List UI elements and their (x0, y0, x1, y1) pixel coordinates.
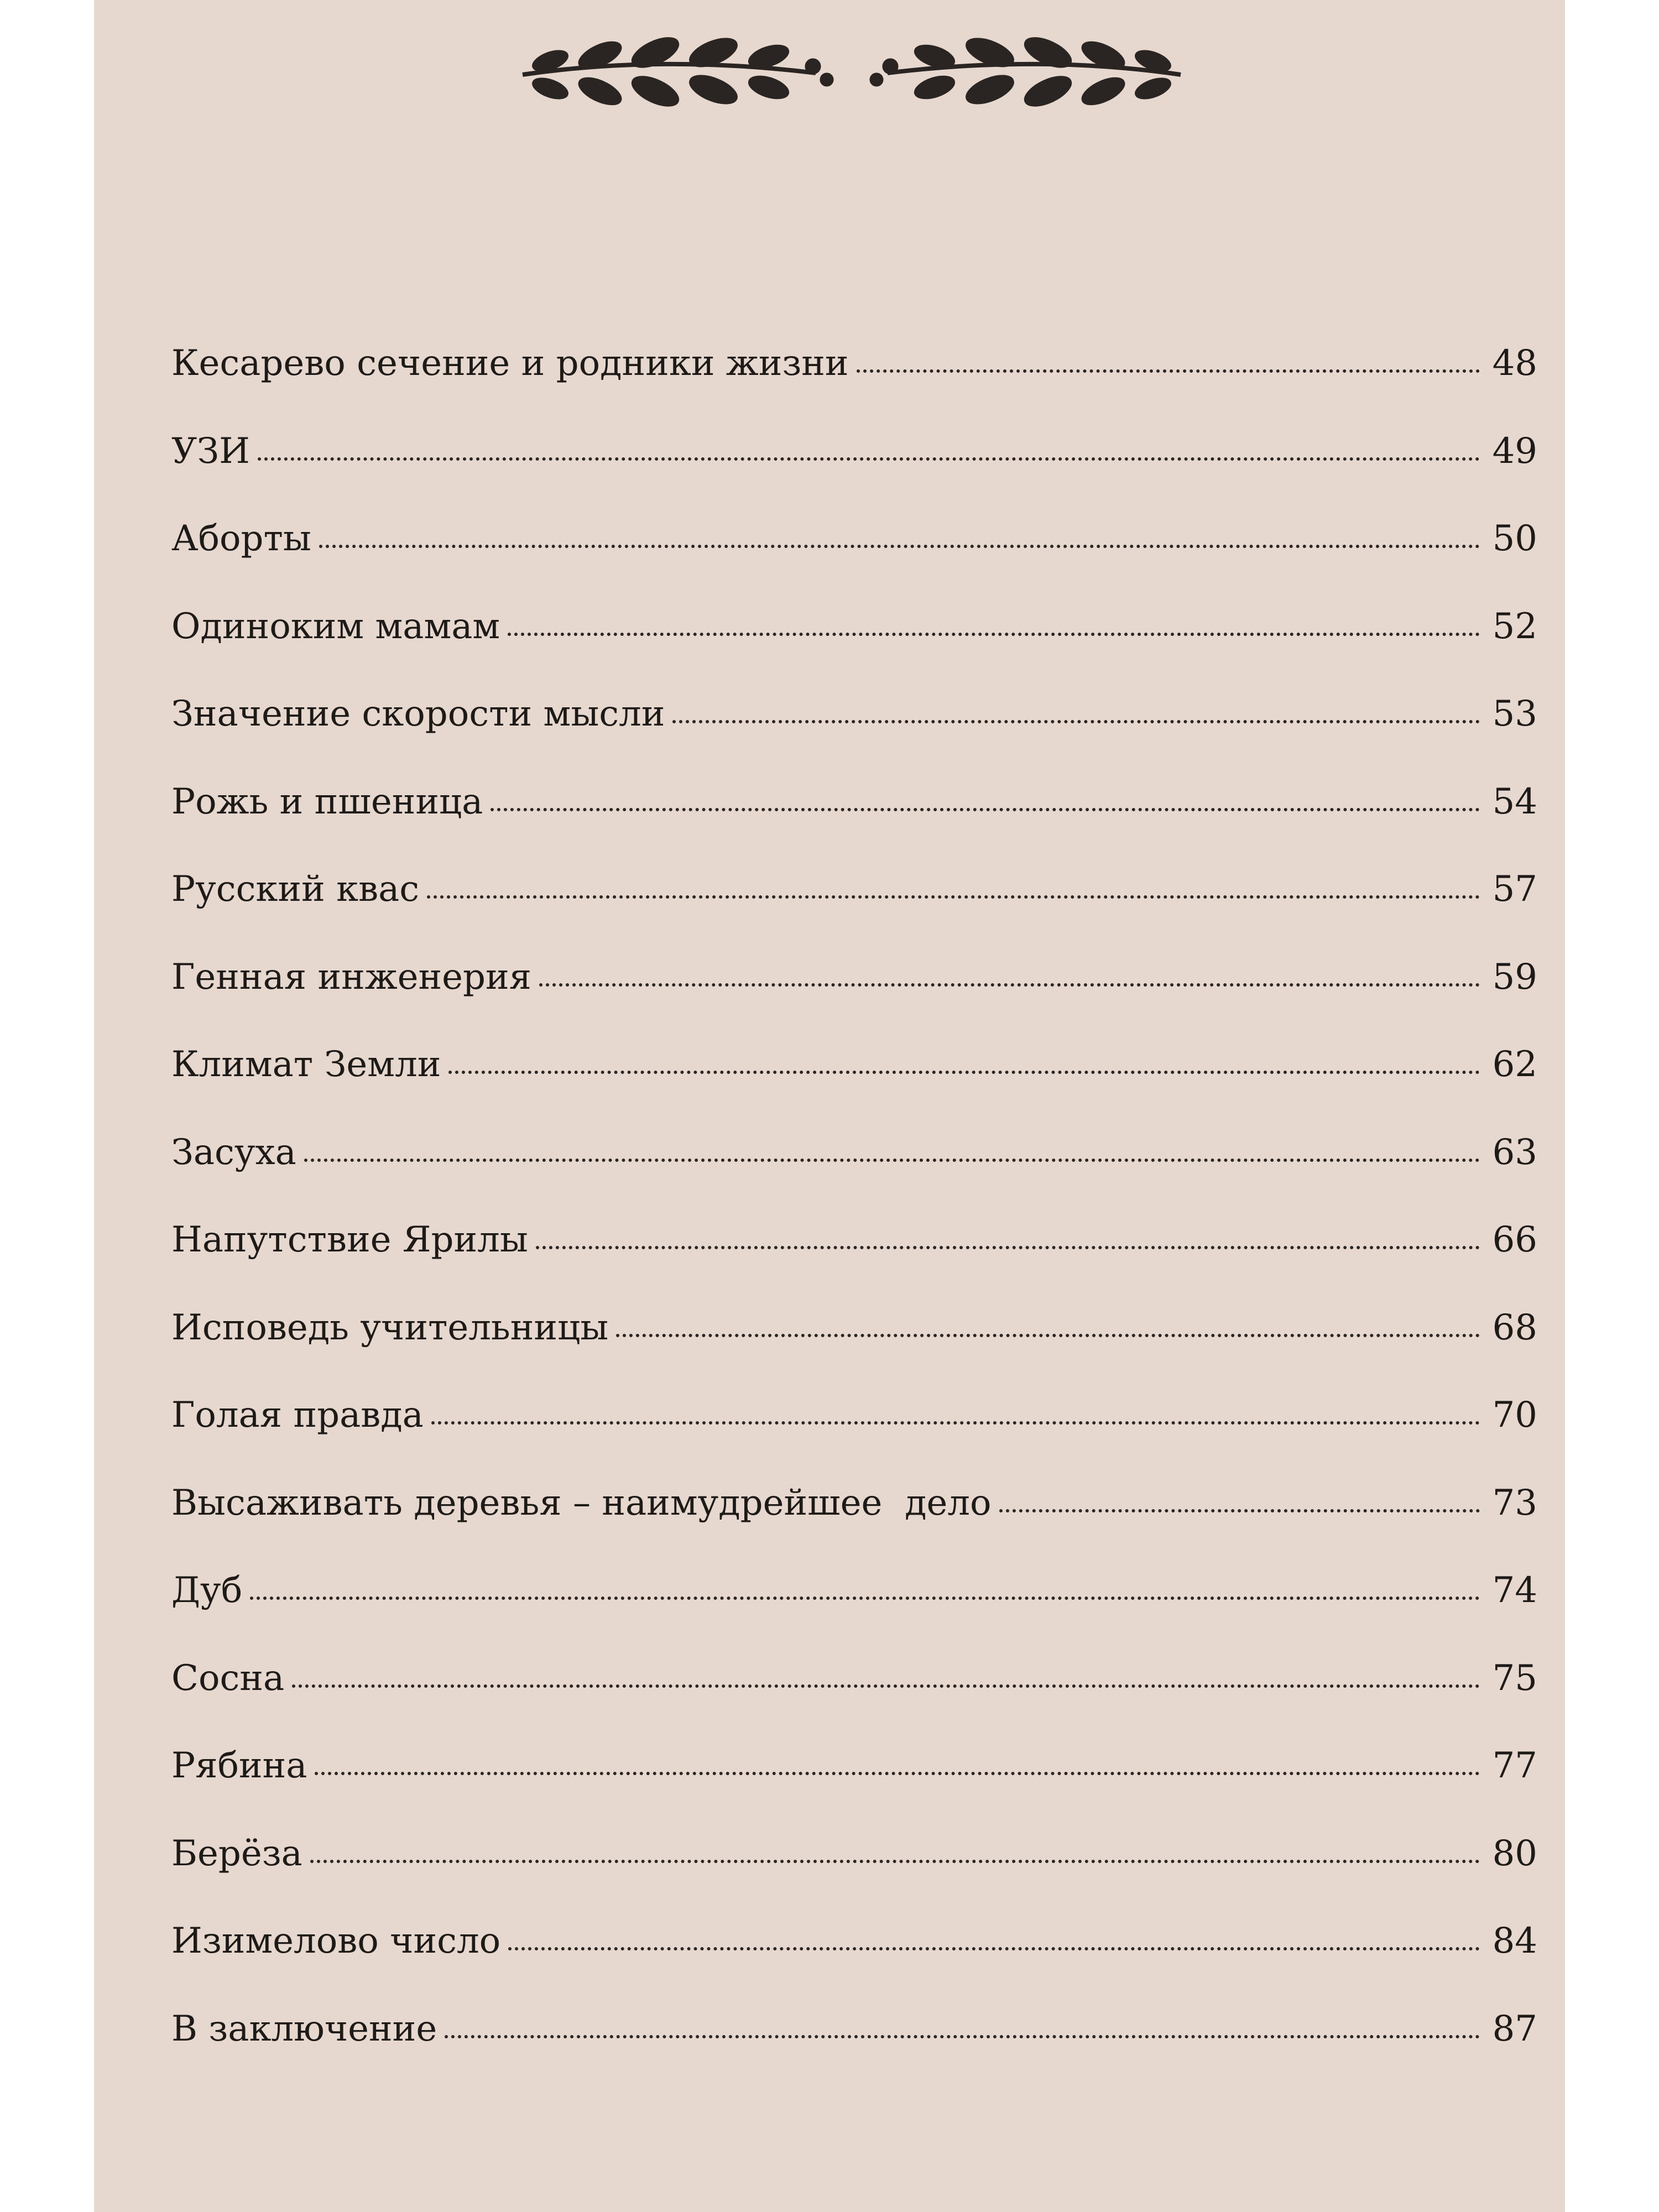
toc-entry[interactable] (171, 1570, 1537, 1658)
toc-entry-title: Аборты (171, 518, 311, 559)
toc-entry-page: 57 (1492, 869, 1537, 910)
toc-entry-title: Кесарево сечение и родники жизни (171, 343, 849, 384)
dotted-leader (857, 369, 1480, 373)
toc-entry[interactable] (171, 1921, 1537, 2008)
dotted-leader (250, 1597, 1480, 1600)
dotted-leader (448, 1071, 1480, 1074)
dotted-leader (616, 1334, 1480, 1337)
dotted-leader (536, 1246, 1480, 1249)
toc-entry-page: 73 (1492, 1482, 1537, 1524)
toc-entry-title: Берёза (171, 1833, 302, 1874)
toc-entry[interactable] (171, 957, 1537, 1045)
dotted-leader (304, 1159, 1480, 1162)
dotted-leader (315, 1772, 1480, 1775)
toc-entry-page: 80 (1492, 1833, 1537, 1874)
toc-entry[interactable] (171, 1044, 1537, 1132)
toc-entry-page: 52 (1492, 606, 1537, 647)
toc-entry[interactable] (171, 781, 1537, 869)
dotted-leader (445, 2035, 1480, 2038)
toc-entry-title: Рябина (171, 1745, 307, 1786)
toc-entry[interactable] (171, 1307, 1537, 1395)
dotted-leader (258, 457, 1480, 461)
dotted-leader (539, 983, 1480, 987)
toc-entry-page: 63 (1492, 1131, 1537, 1173)
dotted-leader (319, 545, 1480, 548)
toc-entry-page: 53 (1492, 693, 1537, 734)
toc-entry[interactable] (171, 1219, 1537, 1307)
dotted-leader (431, 1421, 1480, 1425)
toc-entry-title: Изимелово число (171, 1921, 501, 1961)
toc-entry-title: Высаживать деревья – наимудрейшее дело (171, 1482, 992, 1524)
dotted-leader (508, 633, 1480, 636)
dotted-leader (491, 808, 1480, 811)
toc-entry-title: В заключение (171, 2008, 437, 2049)
dotted-leader (672, 720, 1480, 723)
toc-entry-title: Исповедь учительницы (171, 1307, 609, 1348)
toc-entry-page: 54 (1492, 781, 1537, 822)
toc-entry-page: 68 (1492, 1307, 1537, 1348)
table-of-contents (171, 343, 1537, 2096)
toc-entry-title: Дуб (171, 1570, 243, 1611)
toc-entry[interactable] (171, 2008, 1537, 2096)
toc-entry-title: Голая правда (171, 1395, 424, 1436)
toc-entry-title: Напутствие Ярилы (171, 1219, 528, 1260)
toc-entry-title: Значение скорости мысли (171, 693, 665, 734)
dotted-leader (310, 1860, 1480, 1863)
toc-entry[interactable] (171, 1745, 1537, 1833)
toc-entry[interactable] (171, 1658, 1537, 1746)
dotted-leader (508, 1947, 1480, 1950)
toc-entry-title: Климат Земли (171, 1044, 441, 1085)
toc-entry-page: 77 (1492, 1745, 1537, 1786)
toc-entry-page: 75 (1492, 1657, 1537, 1699)
dotted-leader (427, 895, 1480, 899)
toc-entry[interactable] (171, 693, 1537, 781)
toc-entry[interactable] (171, 1395, 1537, 1483)
oak-branch-ornament-icon (506, 22, 1197, 122)
toc-entry-title: Рожь и пшеница (171, 781, 483, 822)
toc-entry-title: Генная инженерия (171, 956, 532, 998)
toc-entry[interactable] (171, 431, 1537, 519)
toc-entry[interactable] (171, 518, 1537, 606)
toc-entry[interactable] (171, 606, 1537, 694)
toc-entry-title: Сосна (171, 1657, 285, 1699)
toc-entry[interactable] (171, 343, 1537, 431)
toc-entry-title: УЗИ (171, 430, 250, 472)
toc-entry-page: 50 (1492, 518, 1537, 559)
toc-entry-title: Русский квас (171, 869, 420, 910)
toc-entry-page: 48 (1492, 343, 1537, 384)
toc-entry[interactable] (171, 1483, 1537, 1571)
toc-entry[interactable] (171, 1833, 1537, 1921)
toc-entry-page: 84 (1492, 1921, 1537, 1961)
toc-entry-page: 66 (1492, 1219, 1537, 1260)
dotted-leader (292, 1684, 1480, 1688)
toc-entry-page: 62 (1492, 1044, 1537, 1085)
toc-entry-page: 59 (1492, 956, 1537, 998)
toc-entry-page: 70 (1492, 1395, 1537, 1436)
toc-entry-page: 74 (1492, 1570, 1537, 1611)
book-page (94, 0, 1565, 2212)
toc-entry-page: 87 (1492, 2008, 1537, 2049)
toc-entry[interactable] (171, 1132, 1537, 1220)
toc-entry[interactable] (171, 869, 1537, 957)
toc-entry-title: Одиноким мамам (171, 606, 500, 647)
toc-entry-title: Засуха (171, 1131, 296, 1173)
toc-entry-page: 49 (1492, 430, 1537, 472)
dotted-leader (999, 1509, 1480, 1512)
